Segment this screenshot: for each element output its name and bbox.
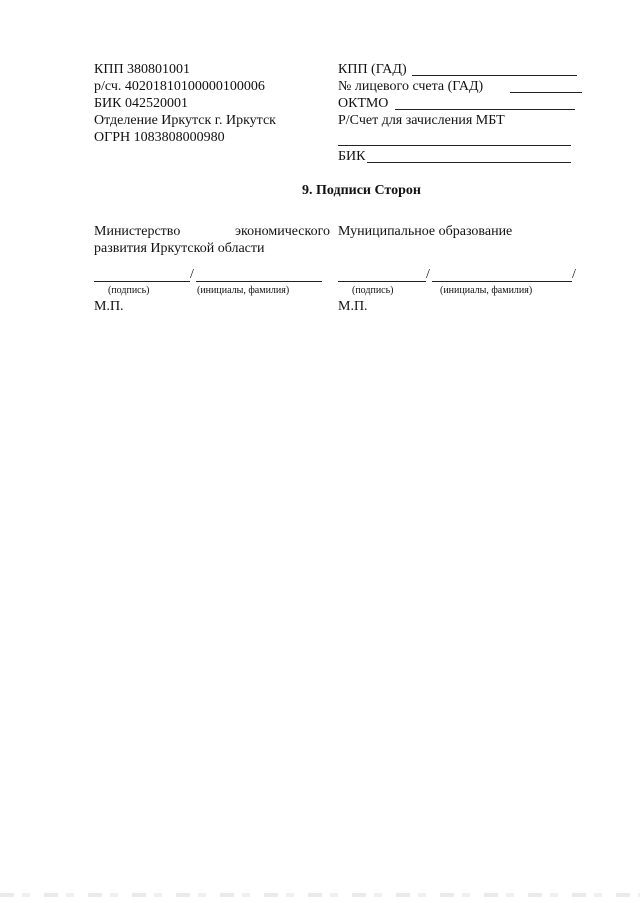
- party-left-name-word2: экономического: [235, 224, 330, 239]
- oktmo-blank: [395, 109, 575, 110]
- party-right-separator-end: /: [572, 267, 576, 282]
- party-left-seal: М.П.: [94, 299, 124, 314]
- bik-right-blank: [367, 162, 571, 163]
- party-right-signature-caption: (подпись): [352, 285, 394, 296]
- bik-left: БИК 042520001: [94, 96, 188, 111]
- section-title: 9. Подписи Сторон: [302, 183, 421, 198]
- bik-right-label: БИК: [338, 149, 366, 164]
- party-right-name: Муниципальное образование: [338, 224, 513, 239]
- party-left-signature-caption: (подпись): [108, 285, 150, 296]
- ogrn: ОГРН 1083808000980: [94, 130, 225, 145]
- kpp-gad-label: КПП (ГАД): [338, 62, 407, 77]
- party-left-initials-caption: (инициалы, фамилия): [197, 285, 290, 296]
- mbt-account-blank: [338, 145, 571, 146]
- personal-account-blank: [510, 92, 582, 93]
- party-right-initials-line: [432, 281, 572, 282]
- kpp-left: КПП 380801001: [94, 62, 191, 77]
- kpp-gad-blank: [412, 75, 577, 76]
- party-right-separator: /: [426, 267, 430, 282]
- bank-branch: Отделение Иркутск г. Иркутск: [94, 113, 276, 128]
- party-left-name-line1: [94, 223, 330, 240]
- party-right-seal: М.П.: [338, 299, 368, 314]
- account-left: р/сч. 40201810100000100006: [94, 79, 265, 94]
- personal-account-label: № лицевого счета (ГАД): [338, 79, 484, 94]
- party-left-signature-line: [94, 281, 190, 282]
- mbt-account-label: Р/Счет для зачисления МБТ: [338, 113, 505, 128]
- party-right-signature-line: [338, 281, 426, 282]
- party-left-initials-line: [196, 281, 322, 282]
- party-right-initials-caption: (инициалы, фамилия): [440, 285, 533, 296]
- party-left-separator: /: [190, 267, 194, 282]
- party-left-name-line2: развития Иркутской области: [94, 241, 265, 256]
- oktmo-label: ОКТМО: [338, 96, 389, 111]
- scan-artifact: [0, 893, 640, 897]
- party-left-name-word1: Министерство: [94, 224, 181, 239]
